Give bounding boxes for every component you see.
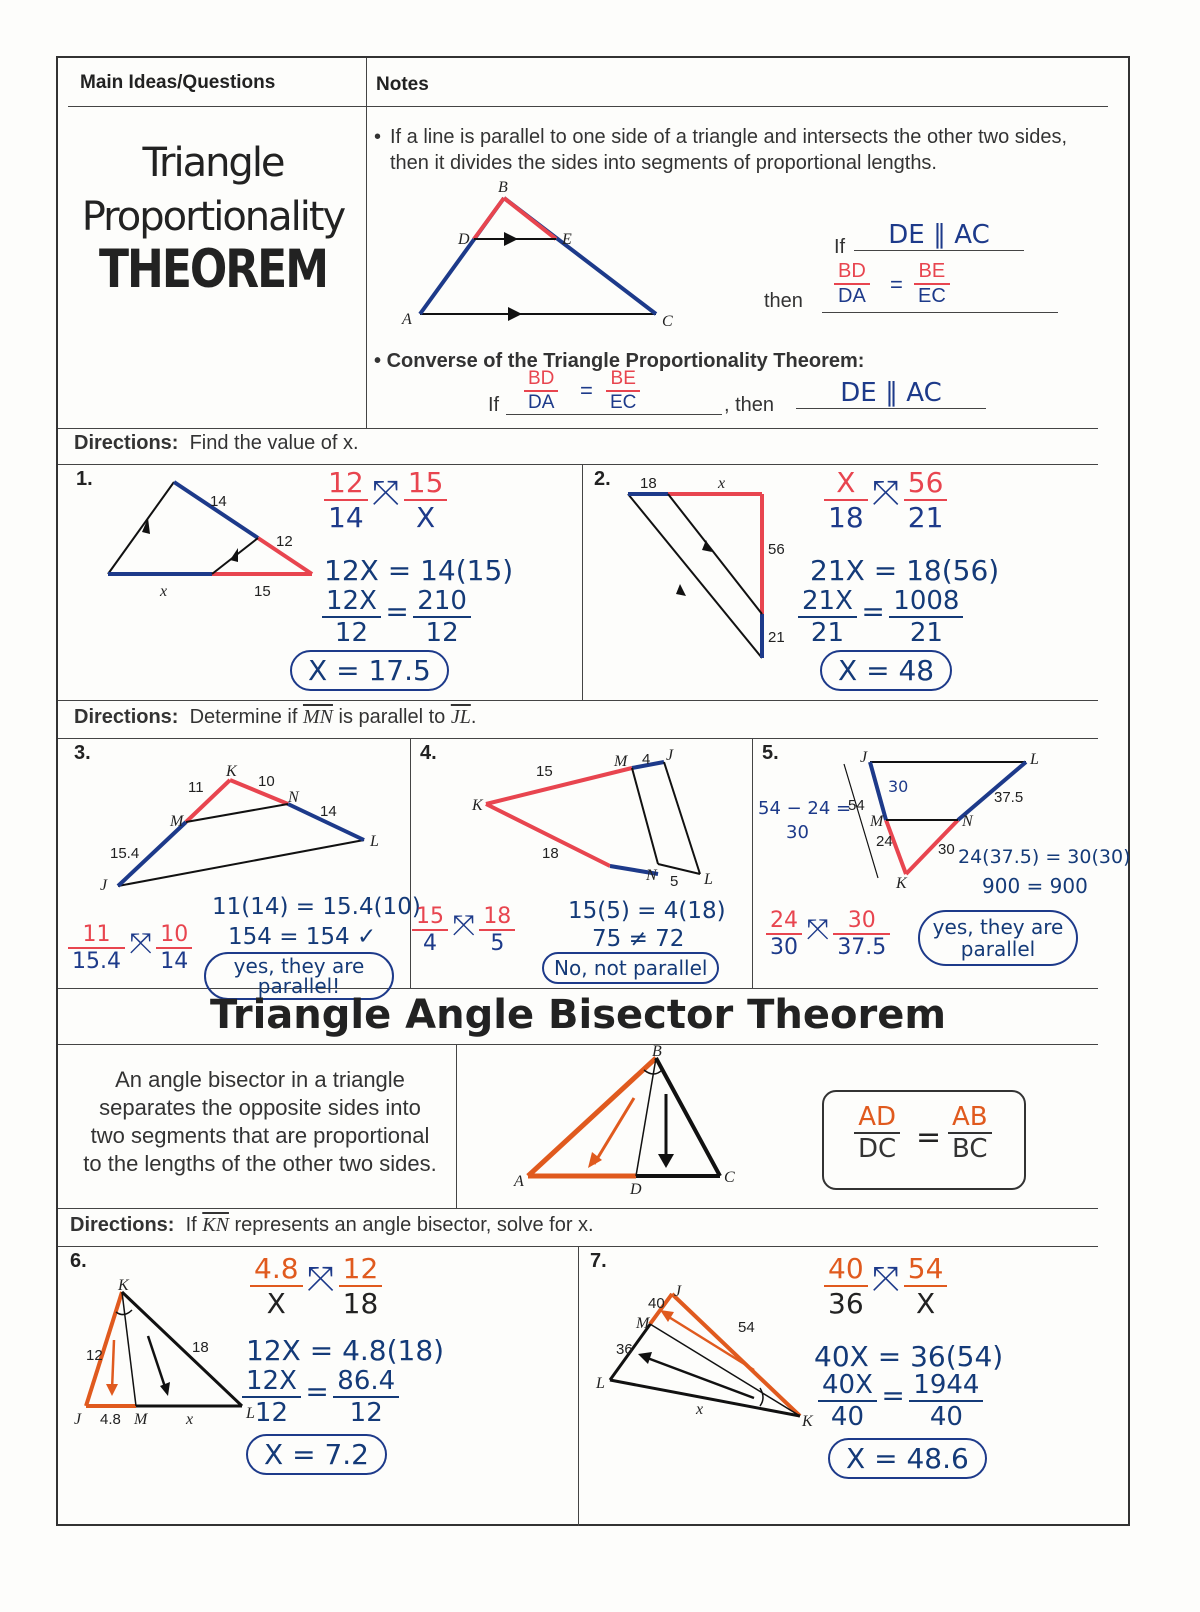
cross-multiply-icon: ⤧: [306, 1259, 335, 1300]
p3-ratio-c: 10: [156, 922, 192, 949]
p1-step2: [322, 586, 471, 648]
ab-num2: AB: [948, 1102, 992, 1134]
p6-step1: 12X = 4.8(18): [246, 1334, 445, 1367]
p5-label-54: 54: [848, 797, 865, 814]
p1-ratio-c: 15: [404, 466, 448, 501]
p5-label-30-blue: 30: [888, 777, 909, 796]
p1-step1: 12X = 14(15): [324, 554, 514, 587]
ab-num1: AD: [854, 1102, 900, 1134]
section-divider: [58, 1044, 1098, 1045]
section-divider: [58, 1208, 1098, 1209]
cross-multiply-icon: ⤧: [872, 1259, 900, 1300]
p6-step2-den2: 12: [349, 1398, 383, 1428]
p5-label-N: N: [962, 813, 973, 830]
cross-multiply-icon: ⤧: [452, 908, 475, 942]
p5-label-24: 24: [876, 833, 893, 850]
p6-label-M: M: [134, 1411, 148, 1428]
p6-label-J: J: [74, 1411, 82, 1428]
p2-step2-right: 1008: [889, 586, 963, 618]
column-divider: [366, 58, 367, 428]
directions-2: [74, 706, 476, 729]
directions-text-mid: is parallel to: [332, 706, 451, 728]
conv-num2: BE: [606, 368, 640, 392]
problem-2-figure: [618, 474, 818, 674]
conv-equals: =: [580, 378, 593, 403]
directions-label: Directions:: [74, 706, 179, 728]
topic-title-line3: THEOREM: [98, 238, 328, 301]
p7-step2-right: 1944: [909, 1370, 983, 1402]
p3-label-15-4: 15.4: [110, 845, 140, 862]
p1-step2-den2: 12: [425, 618, 459, 648]
p3-answer: yes, they are parallel!: [204, 952, 394, 1000]
problem-6-figure: [72, 1277, 262, 1430]
p7-step2-den2: 40: [929, 1402, 963, 1432]
ab-label-B: B: [652, 1043, 662, 1060]
fig-label-C: C: [662, 313, 673, 330]
p3-label-L: L: [370, 833, 379, 850]
converse-if-answer: [506, 368, 722, 415]
then-num1: BD: [834, 260, 870, 285]
then-label: then: [764, 290, 803, 312]
p5-side-note-2: 30: [786, 822, 809, 843]
p4-label-4: 4: [642, 751, 651, 768]
then-num2: BE: [914, 260, 950, 285]
p1-step2-equals: =: [385, 595, 409, 629]
p3-label-11: 11: [188, 779, 204, 796]
p6-label-L: L: [246, 1405, 255, 1422]
p4-ratio-c: 18: [479, 904, 515, 931]
problem-5-figure: [834, 750, 1044, 890]
p4-label-5: 5: [670, 873, 679, 890]
p3-label-14: 14: [320, 803, 337, 820]
fig-label-A: A: [402, 311, 412, 328]
p7-label-J: J: [674, 1283, 682, 1300]
p4-label-J: J: [666, 747, 674, 764]
directions-label: Directions:: [74, 432, 179, 454]
angle-bisector-figure: [508, 1043, 748, 1198]
section-divider: [58, 700, 1098, 701]
p7-label-x: x: [696, 1401, 704, 1418]
p3-label-N: N: [288, 789, 299, 806]
p6-ratio: [250, 1252, 382, 1320]
fig-label-D: D: [458, 231, 470, 248]
p3-label-K: K: [226, 763, 237, 780]
p5-step1: 24(37.5) = 30(30): [958, 846, 1131, 868]
cross-multiply-icon: ⤧: [372, 473, 400, 514]
cross-multiply-icon: ⤧: [872, 473, 900, 514]
problem-divider: [410, 738, 411, 988]
p2-step2-den2: 21: [909, 618, 943, 648]
p2-answer: X = 48: [820, 650, 952, 691]
p2-step2-left: 21X: [798, 586, 857, 618]
p2-step1: 21X = 18(56): [810, 554, 1000, 587]
p3-step2: 154 = 154 ✓: [228, 924, 377, 950]
problem-7-number: 7.: [590, 1250, 607, 1272]
p6-ratio-a: 4.8: [250, 1252, 303, 1287]
p4-answer: No, not parallel: [542, 952, 719, 984]
problem-divider: [752, 738, 753, 988]
p7-label-40: 40: [648, 1295, 665, 1312]
angle-bisector-formula: [822, 1090, 1026, 1190]
conv-den2: EC: [610, 392, 637, 413]
p3-label-J: J: [100, 877, 108, 894]
p1-ratio: [324, 466, 447, 534]
p6-label-18: 18: [192, 1339, 209, 1356]
p4-label-15: 15: [536, 763, 553, 780]
topic-title-line1: Triangle: [142, 140, 284, 186]
section-divider: [58, 428, 1098, 429]
p1-label-x: x: [160, 583, 168, 600]
p2-step2-equals: =: [861, 595, 885, 629]
p7-label-54: 54: [738, 1319, 755, 1336]
p6-answer: X = 7.2: [246, 1434, 387, 1475]
p7-step2-den1: 40: [830, 1402, 864, 1432]
p3-label-10: 10: [258, 773, 275, 790]
p1-step2-right: 210: [413, 586, 471, 618]
problem-3-figure: [88, 754, 408, 894]
problem-4-figure: [470, 746, 713, 890]
ab-den1: DC: [858, 1134, 897, 1164]
directions-text: Determine if: [189, 706, 303, 728]
p7-label-36: 36: [616, 1341, 633, 1358]
directions-label: Directions:: [70, 1214, 175, 1236]
then-equals: =: [890, 272, 903, 297]
p2-label-21: 21: [768, 629, 785, 646]
fig-label-B: B: [498, 179, 508, 196]
problem-2-number: 2.: [594, 468, 611, 490]
notes-sheet: [56, 56, 1130, 1526]
p7-step2: [818, 1370, 983, 1432]
segment-mn: $\overline{MN}$: [302, 706, 333, 728]
p5-label-30: 30: [938, 841, 955, 858]
if-label: If: [834, 236, 846, 258]
ab-label-A: A: [514, 1173, 524, 1190]
p4-label-N: N: [646, 867, 657, 884]
theorem-text: If a line is parallel to one side of a triangle and intersects the other two sides, then it divides the sides into segments of proportional lengths.: [390, 126, 1068, 174]
p7-answer: X = 48.6: [828, 1438, 987, 1479]
ab-label-D: D: [630, 1181, 642, 1198]
directions-text-end: represents an angle bisector, solve for x.: [228, 1214, 594, 1236]
p5-ratio-c: 30: [833, 908, 890, 935]
segment-jl: $\overline{JL}$: [450, 706, 471, 728]
p2-step2-den1: 21: [810, 618, 844, 648]
p7-label-M: M: [636, 1315, 650, 1332]
p1-label-12: 12: [276, 533, 293, 550]
p3-label-M: M: [170, 813, 184, 830]
p2-label-18: 18: [640, 475, 657, 492]
p3-ratio-b: 15.4: [72, 949, 121, 974]
p7-step2-equals: =: [881, 1379, 905, 1413]
p6-step2-equals: =: [305, 1375, 329, 1409]
converse-title-text: Converse of the Triangle Proportionality Theorem:: [386, 350, 865, 372]
p5-ratio-d: 37.5: [837, 935, 887, 960]
p4-label-K: K: [472, 797, 483, 814]
p7-step2-left: 40X: [818, 1370, 877, 1402]
p3-ratio-a: 11: [68, 922, 125, 949]
p5-ratio-b: 30: [770, 935, 798, 960]
p3-ratio-d: 14: [160, 949, 189, 974]
p5-ratio: [766, 908, 890, 960]
then-answer: [822, 258, 1058, 313]
p2-ratio-c: 56: [904, 466, 948, 501]
fig-label-E: E: [562, 231, 572, 248]
p1-label-15: 15: [254, 583, 271, 600]
problem-4-number: 4.: [420, 742, 437, 764]
p2-ratio-d: 21: [907, 501, 944, 534]
topic-title: [68, 136, 358, 301]
p6-label-x: x: [186, 1411, 194, 1428]
p6-ratio-c: 12: [339, 1252, 383, 1287]
conv-num1: BD: [524, 368, 558, 392]
ab-equals: =: [916, 1120, 942, 1155]
problem-6-number: 6.: [70, 1250, 87, 1272]
problem-divider: [578, 1246, 579, 1526]
section-divider: [58, 738, 1098, 739]
p5-label-J: J: [860, 749, 868, 766]
p2-label-x: x: [718, 475, 726, 492]
angle-bisector-title: Triangle Angle Bisector Theorem: [209, 992, 947, 1038]
directions-text: If: [185, 1214, 203, 1236]
ab-den2: BC: [952, 1134, 988, 1164]
p7-label-L: L: [596, 1375, 605, 1392]
column-divider: [456, 1044, 457, 1208]
p5-label-L: L: [1030, 751, 1039, 768]
problem-5-number: 5.: [762, 742, 779, 764]
then-den1: DA: [838, 285, 866, 307]
p6-ratio-d: 18: [342, 1287, 379, 1320]
p2-label-56: 56: [768, 541, 785, 558]
conv-den1: DA: [528, 392, 555, 413]
p4-ratio-a: 15: [412, 904, 448, 931]
directions-3: [70, 1214, 594, 1237]
p1-step2-den1: 12: [334, 618, 368, 648]
p6-label-12: 12: [86, 1347, 103, 1364]
if-answer: DE ∥ AC: [854, 220, 1024, 251]
p6-step2: [242, 1366, 399, 1428]
p5-label-K: K: [896, 875, 907, 892]
p7-ratio: [824, 1252, 947, 1320]
p7-ratio-c: 54: [904, 1252, 948, 1287]
p6-step2-right: 86.4: [333, 1366, 399, 1398]
p6-ratio-b: X: [266, 1287, 286, 1320]
p5-side-note-1: 54 − 24 =: [758, 798, 852, 819]
p1-ratio-d: X: [415, 501, 436, 534]
p2-step2: [798, 586, 963, 648]
topic-title-line2: Proportionality: [81, 194, 345, 240]
p7-ratio-d: X: [915, 1287, 936, 1320]
directions-text: Find the value of x.: [189, 432, 359, 454]
segment-kn: $\overline{KN}$: [202, 1214, 229, 1236]
cross-multiply-icon: ⤧: [129, 926, 152, 960]
p7-ratio-b: 36: [828, 1287, 864, 1320]
p6-label-4-8: 4.8: [100, 1411, 121, 1428]
converse-answer: DE ∥ AC: [796, 378, 986, 409]
p3-ratio: [68, 922, 192, 974]
converse-if: If: [488, 394, 500, 416]
problem-7-figure: [594, 1283, 814, 1438]
p1-step2-left: 12X: [322, 586, 381, 618]
p2-ratio-b: 18: [828, 501, 864, 534]
p7-step1: 40X = 36(54): [814, 1340, 1004, 1373]
p1-label-14: 14: [210, 493, 227, 510]
section-divider: [58, 464, 1098, 465]
then-den2: EC: [918, 285, 946, 307]
p4-label-18: 18: [542, 845, 559, 862]
p5-ratio-a: 24: [766, 908, 802, 935]
p5-step2: 900 = 900: [982, 874, 1088, 898]
p1-ratio-a: 12: [324, 466, 368, 501]
p5-label-M: M: [870, 813, 884, 830]
problem-1-figure: [98, 474, 318, 604]
p7-label-K: K: [802, 1413, 813, 1430]
problem-1-number: 1.: [76, 468, 93, 490]
ab-label-C: C: [724, 1169, 735, 1186]
theorem-statement: [374, 124, 1110, 176]
p2-ratio: [824, 466, 947, 534]
p7-ratio-a: 40: [824, 1252, 868, 1287]
header-main-ideas: Main Ideas/Questions: [80, 72, 276, 93]
converse-then: , then: [724, 394, 775, 416]
p4-step1: 15(5) = 4(18): [568, 898, 726, 924]
p3-step1: 11(14) = 15.4(10): [212, 894, 421, 920]
cross-multiply-icon: ⤧: [806, 912, 829, 946]
problem-3-number: 3.: [74, 742, 91, 764]
p2-ratio-a: X: [824, 466, 868, 501]
header-notes: Notes: [376, 74, 429, 95]
angle-bisector-statement: An angle bisector in a triangle separates the opposite sides into two segments that are proportional to the lengths of the other two sides.: [83, 1067, 437, 1176]
theorem-figure: [394, 176, 684, 336]
problem-divider: [582, 464, 583, 700]
p1-answer: X = 17.5: [290, 650, 449, 691]
p4-label-L: L: [704, 871, 713, 888]
p6-step2-left: 12X: [242, 1366, 301, 1398]
p5-label-37-5: 37.5: [994, 789, 1024, 806]
p4-ratio: [412, 904, 515, 956]
header-divider: [68, 106, 1108, 107]
p4-label-M: M: [614, 753, 628, 770]
p6-label-K: K: [118, 1277, 129, 1294]
p4-ratio-b: 4: [423, 931, 437, 956]
p4-step2: 75 ≠ 72: [592, 926, 685, 952]
p6-step2-den1: 12: [254, 1398, 288, 1428]
p4-ratio-d: 5: [490, 931, 505, 956]
bullet-icon: •: [374, 350, 387, 372]
p5-answer: yes, they are parallel: [918, 910, 1078, 966]
bullet-icon: •: [374, 126, 382, 148]
p1-ratio-b: 14: [328, 501, 364, 534]
directions-text-end: .: [470, 706, 477, 728]
directions-1: [74, 432, 359, 455]
